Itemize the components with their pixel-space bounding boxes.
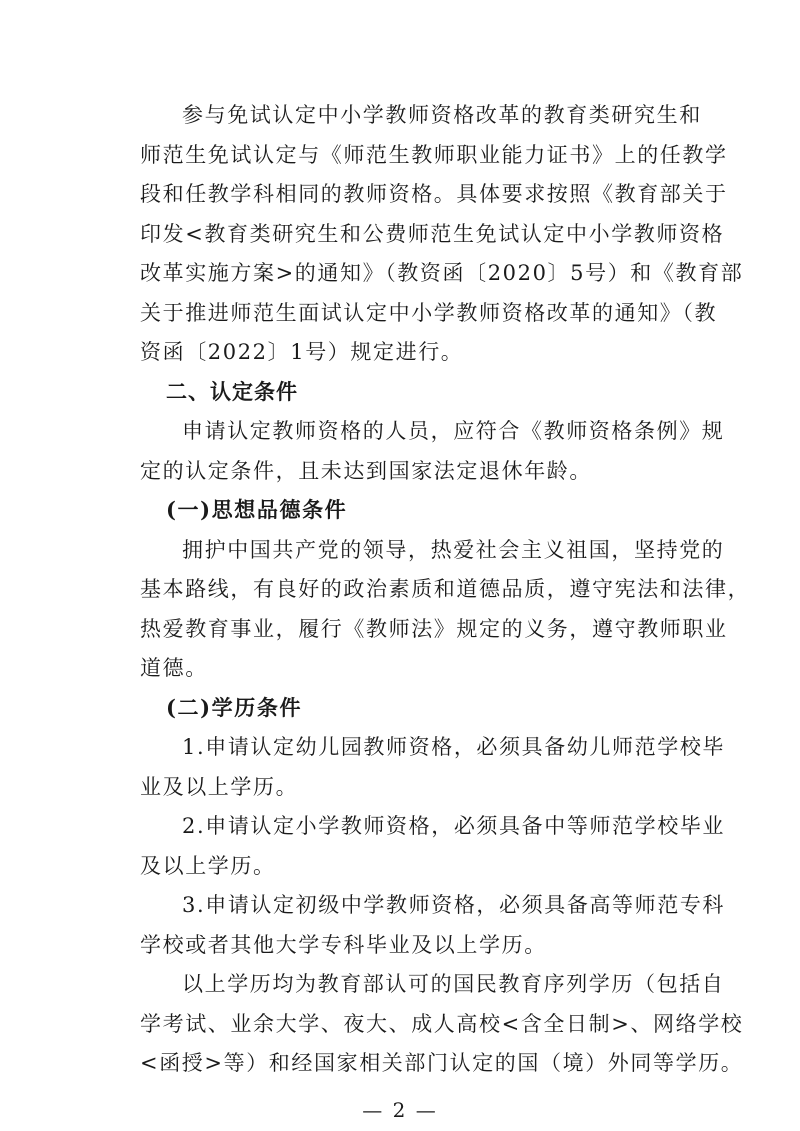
- section-heading: 二、认定条件: [166, 379, 298, 404]
- paragraph-line: 关于推进师范生面试认定中小学教师资格改革的通知》（教: [140, 300, 718, 325]
- paragraph-line: <函授>等）和经国家相关部门认定的国（境）外同等学历。: [140, 1051, 744, 1075]
- paragraph-line: 道德。: [140, 656, 208, 680]
- paragraph-line: 3.申请认定初级中学教师资格，必须具备高等师范专科: [182, 893, 726, 917]
- subsection-heading: (二)学历条件: [166, 694, 303, 720]
- paragraph-line: 以上学历均为教育部认可的国民教育序列学历（包括自: [182, 972, 725, 996]
- subsection-heading: (一)思想品德条件: [166, 497, 348, 522]
- paragraph-line: 及以上学历。: [140, 853, 276, 878]
- paragraph-line: 基本路线，有良好的政治素质和道德品质，遵守宪法和法律，: [140, 577, 751, 601]
- paragraph-line: 定的认定条件，且未达到国家法定退休年龄。: [140, 458, 592, 483]
- paragraph-line: 学考试、业余大学、夜大、成人高校<含全日制>、网络学校: [140, 1011, 744, 1036]
- paragraph-line: 印发<教育类研究生和公费师范生免试认定中小学教师资格: [140, 221, 725, 246]
- page-number: — 2 —: [362, 1097, 438, 1122]
- paragraph-line: 2.申请认定小学教师资格，必须具备中等师范学校毕业: [182, 814, 726, 838]
- paragraph-line: 参与免试认定中小学教师资格改革的教育类研究生和: [182, 103, 702, 127]
- paragraph-line: 改革实施方案>的通知》（教资函〔2020〕5号）和《教育部: [140, 261, 744, 285]
- paragraph-line: 拥护中国共产党的领导，热爱社会主义祖国，坚持党的: [182, 537, 725, 562]
- paragraph-line: 学校或者其他大学专科毕业及以上学历。: [140, 932, 547, 957]
- paragraph-line: 师范生免试认定与《师范生教师职业能力证书》上的任教学: [140, 142, 728, 167]
- paragraph-line: 段和任教学科相同的教师资格。具体要求按照《教育部关于: [140, 182, 728, 206]
- paragraph-line: 1.申请认定幼儿园教师资格，必须具备幼儿师范学校毕: [182, 735, 726, 759]
- paragraph-line: 资函〔2022〕1号）规定进行。: [140, 340, 464, 364]
- paragraph-line: 申请认定教师资格的人员，应符合《教师资格条例》规: [182, 419, 725, 443]
- paragraph-line: 热爱教育事业，履行《教师法》规定的义务，遵守教师职业: [140, 616, 728, 641]
- paragraph-line: 业及以上学历。: [140, 774, 299, 799]
